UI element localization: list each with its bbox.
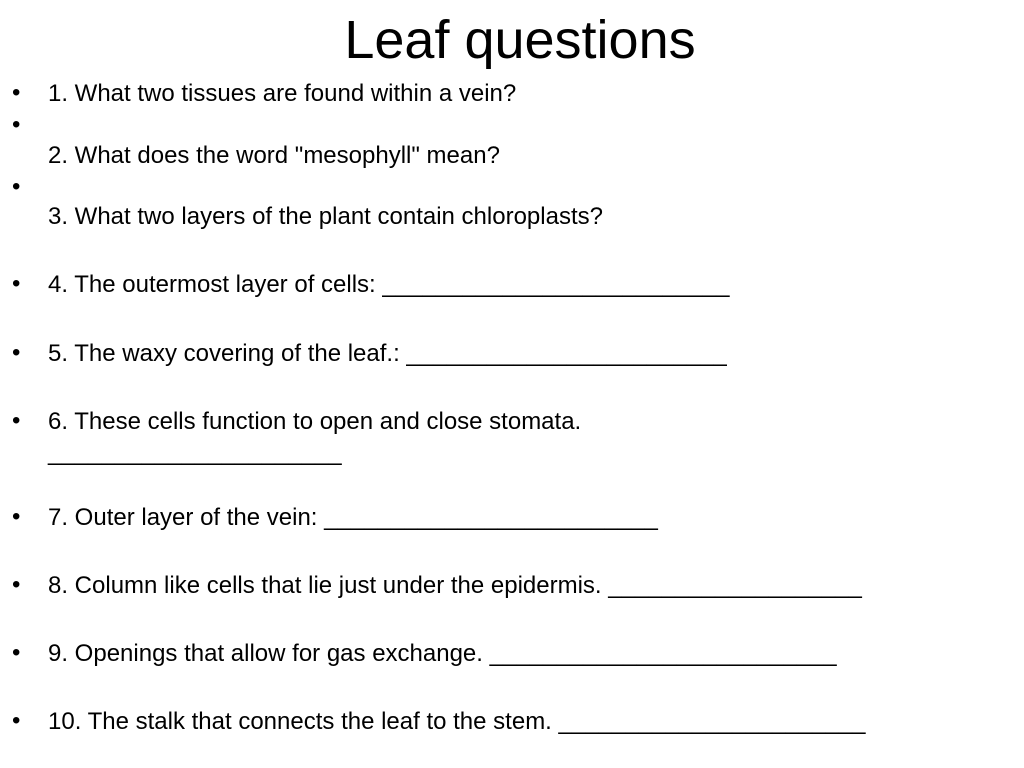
bullet-icon: • (12, 639, 21, 666)
question-1: 1. What two tissues are found within a vein? (48, 80, 517, 107)
bullet-icon: • (12, 407, 21, 434)
bullet-icon: • (12, 111, 21, 138)
question-8: 8. Column like cells that lie just under the epidermis. ___________________ (48, 572, 862, 599)
slide-title: Leaf questions (344, 10, 696, 70)
question-10: 10. The stalk that connects the leaf to the stem. _______________________ (48, 708, 866, 735)
question-5: 5. The waxy covering of the leaf.: ________________________ (48, 340, 727, 367)
question-2: 2. What does the word "mesophyll" mean? (48, 142, 500, 169)
bullet-icon: • (12, 270, 21, 297)
bullet-icon: • (12, 503, 21, 530)
question-7: 7. Outer layer of the vein: _________________________ (48, 504, 658, 531)
bullet-icon: • (12, 79, 21, 106)
question-3: 3. What two layers of the plant contain chloroplasts? (48, 203, 603, 230)
question-9: 9. Openings that allow for gas exchange. __________________________ (48, 640, 837, 667)
question-4: 4. The outermost layer of cells: __________________________ (48, 271, 730, 298)
bullet-icon: • (12, 571, 21, 598)
bullet-icon: • (12, 339, 21, 366)
question-6: 6. These cells function to open and close stomata. ______________________ (48, 408, 582, 466)
bullet-icon: • (12, 173, 21, 200)
bullet-icon: • (12, 707, 21, 734)
